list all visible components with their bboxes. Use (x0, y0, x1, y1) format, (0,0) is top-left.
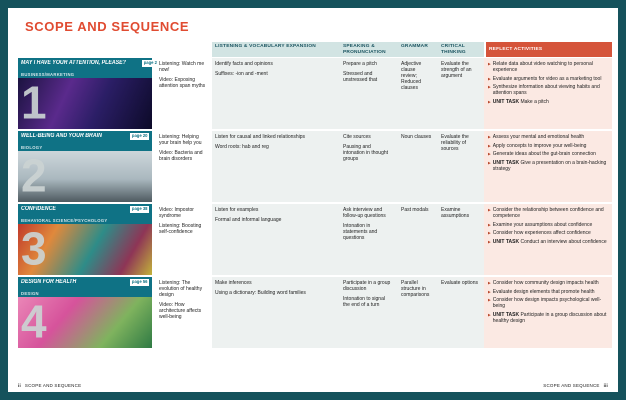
unit-subject: BEHAVIORAL SCIENCE/PSYCHOLOGY (21, 217, 108, 223)
footer-left (18, 383, 81, 388)
speaking-item: Participate in a group discussion (343, 280, 391, 293)
vocabulary-item: Formal and informal language (215, 217, 282, 224)
unit-2-reflect-cell (484, 131, 612, 202)
column-header-reflect-activities: REFLECT ACTIVITIES (484, 42, 612, 57)
column-header-speaking-pronunciation: SPEAKING & PRONUNCIATION (340, 42, 398, 57)
vocabulary-item: Suffixes: -ion and -ment (215, 71, 268, 78)
unit-page-badge: page 2 (143, 60, 158, 66)
footer-right-page-number: iii (603, 383, 608, 388)
listening-item: Video: Impostor syndrome (159, 207, 194, 220)
unit-3-speaking-cell (340, 204, 398, 275)
header-spacer-unit (18, 42, 156, 57)
column-header-listening-vocabulary: LISTENING & VOCABULARY EXPANSION (212, 42, 340, 57)
reflect-item: Examine your assumptions about confidence (492, 221, 593, 228)
bullet-arrow-icon: ▶ (488, 76, 491, 81)
table-header-row (18, 42, 612, 57)
unit-4-critical-thinking-cell (438, 277, 484, 348)
bullet-arrow-icon: ▶ (488, 85, 491, 90)
reflect-item: Evaluate arguments for video as a marketing tool (492, 75, 602, 82)
bullet-arrow-icon: ▶ (488, 135, 491, 139)
unit-2-vocabulary-cell (212, 131, 340, 202)
scope-sequence-table (18, 42, 612, 350)
unit-task-item: UNIT TASK Conduct an interview about confidence (492, 238, 607, 245)
footer-left-page-number: ii (18, 383, 21, 388)
unit-3-photo (18, 224, 152, 275)
reflect-item: Assess your mental and emotional health (492, 134, 585, 140)
reflect-item: Generate ideas about the gut-brain connection (492, 151, 596, 158)
listening-item: Listening: The evolution of healthy design (159, 280, 203, 299)
vocabulary-item: Identify facts and opinions (215, 61, 273, 67)
bullet-arrow-icon: ▶ (488, 239, 491, 244)
speaking-item: Stressed and unstressed that (343, 71, 378, 84)
reflect-item: Relate data about video watching to personal experience (492, 61, 593, 74)
critical-thinking-item: Evaluate the reliability of sources (441, 134, 469, 153)
unit-4-listening-cell (156, 277, 212, 348)
unit-3-grammar-cell (398, 204, 438, 275)
listening-item: Listening: Boosting self-confidence (159, 223, 202, 236)
page-footer (18, 383, 608, 388)
speaking-item: Prepare a pitch (343, 61, 377, 67)
listening-item: Listening: Watch me now! (159, 61, 205, 74)
unit-2-grammar-cell (398, 131, 438, 202)
reflect-item: Consider how community design impacts health (492, 280, 599, 286)
unit-page-badge: page 56 (131, 279, 148, 285)
listening-item: Video: How architecture affects well-being (159, 302, 202, 321)
page-title: SCOPE AND SEQUENCE (25, 19, 190, 34)
unit-number: 2 (21, 151, 45, 201)
unit-row-3 (18, 204, 612, 275)
unit-1-reflect-cell (484, 58, 612, 129)
header-spacer-listening (156, 42, 212, 57)
unit-2-block (18, 131, 156, 202)
unit-task-item: UNIT TASK Participate in a group discussion about healthy design (492, 311, 607, 324)
unit-3-critical-thinking-cell (438, 204, 484, 275)
bullet-arrow-icon: ▶ (488, 152, 491, 157)
speaking-item: Intonation in statements and questions (343, 223, 378, 242)
unit-title: WELL-BEING AND YOUR BRAIN (21, 133, 102, 139)
reflect-item: Consider how experiences affect confidence (492, 230, 591, 237)
bullet-arrow-icon: ▶ (488, 208, 491, 212)
speaking-item: Intonation to signal the end of a turn (343, 296, 385, 309)
critical-thinking-item: Evaluate options (441, 280, 478, 286)
vocabulary-item: Using a dictionary: Building word families (215, 290, 306, 297)
column-header-grammar: GRAMMAR (398, 42, 438, 57)
unit-number: 3 (21, 224, 45, 274)
grammar-item: Noun clauses (401, 134, 432, 140)
grammar-item: Adjective clause review; Reduced clauses (401, 61, 422, 92)
critical-thinking-item: Examine assumptions (441, 207, 470, 220)
listening-item: Video: Bacteria and brain disorders (159, 150, 203, 163)
speaking-item: Ask interview and follow-up questions (343, 207, 386, 220)
bullet-arrow-icon: ▶ (488, 298, 491, 303)
unit-3-title-band (18, 204, 152, 224)
unit-3-listening-cell (156, 204, 212, 275)
bullet-arrow-icon: ▶ (488, 281, 491, 285)
unit-row-2 (18, 131, 612, 202)
bullet-arrow-icon: ▶ (488, 143, 491, 148)
unit-1-listening-cell (156, 58, 212, 129)
unit-1-vocabulary-cell (212, 58, 340, 129)
vocabulary-item: Listen for causal and linked relationships (215, 134, 306, 140)
unit-3-block (18, 204, 156, 275)
unit-title: DESIGN FOR HEALTH (21, 279, 77, 285)
bullet-arrow-icon: ▶ (488, 160, 491, 165)
unit-row-4 (18, 277, 612, 348)
unit-2-listening-cell (156, 131, 212, 202)
unit-1-photo (18, 78, 152, 129)
reflect-item: Evaluate design elements that promote health (492, 288, 595, 295)
unit-page-badge: page 20 (131, 133, 148, 139)
unit-4-block (18, 277, 156, 348)
unit-subject: DESIGN (21, 290, 39, 296)
unit-task-item: UNIT TASK Give a presentation on a brain-hacking strategy (492, 159, 607, 172)
unit-2-speaking-cell (340, 131, 398, 202)
column-header-critical-thinking: CRITICAL THINKING (438, 42, 484, 57)
unit-number: 1 (21, 78, 45, 128)
vocabulary-item: Listen for examples (215, 207, 259, 213)
unit-title: MAY I HAVE YOUR ATTENTION, PLEASE? (21, 60, 126, 66)
unit-2-photo (18, 151, 152, 202)
reflect-item: Synthesize information about viewing habits and attention spans (492, 84, 600, 97)
bullet-arrow-icon: ▶ (488, 312, 491, 317)
bullet-arrow-icon: ▶ (488, 231, 491, 236)
unit-4-grammar-cell (398, 277, 438, 348)
unit-4-speaking-cell (340, 277, 398, 348)
footer-left-label: SCOPE AND SEQUENCE (24, 383, 82, 388)
unit-1-grammar-cell (398, 58, 438, 129)
unit-task-item: UNIT TASK Make a pitch (492, 98, 549, 105)
unit-1-speaking-cell (340, 58, 398, 129)
unit-row-1 (18, 58, 612, 129)
listening-item: Video: Exposing attention span myths (159, 77, 206, 90)
footer-right-label: SCOPE AND SEQUENCE (543, 383, 600, 388)
bullet-arrow-icon: ▶ (488, 222, 491, 227)
reflect-item: Apply concepts to improve your well-being (492, 142, 587, 149)
unit-subject: BUSINESS/MARKETING (21, 71, 75, 77)
footer-right (543, 383, 608, 388)
unit-1-title-band (18, 58, 158, 78)
bullet-arrow-icon: ▶ (488, 289, 491, 294)
unit-1-critical-thinking-cell (438, 58, 484, 129)
unit-4-vocabulary-cell (212, 277, 340, 348)
reflect-item: Consider the relationship between confidence and competence (492, 207, 604, 220)
unit-3-reflect-cell (484, 204, 612, 275)
unit-page-badge: page 38 (131, 206, 148, 212)
unit-subject: BIOLOGY (21, 144, 43, 150)
unit-3-vocabulary-cell (212, 204, 340, 275)
vocabulary-item: Word roots: hab and reg (215, 144, 269, 151)
grammar-item: Past modals (401, 207, 429, 213)
critical-thinking-item: Evaluate the strength of an argument (441, 61, 472, 80)
bullet-arrow-icon: ▶ (488, 62, 491, 66)
speaking-item: Pausing and intonation in thought groups (343, 144, 389, 163)
grammar-item: Parallel structure in comparisons (401, 280, 430, 299)
speaking-item: Cite sources (343, 134, 371, 140)
reflect-item: Consider how design impacts psychological well-being (492, 297, 602, 310)
unit-2-title-band (18, 131, 152, 151)
unit-4-title-band (18, 277, 152, 297)
vocabulary-item: Make inferences (215, 280, 252, 286)
unit-4-photo (18, 297, 152, 348)
unit-title: CONFIDENCE (21, 206, 56, 212)
unit-2-critical-thinking-cell (438, 131, 484, 202)
bullet-arrow-icon: ▶ (488, 99, 491, 104)
listening-item: Listening: Helping your brain help you (159, 134, 202, 147)
unit-4-reflect-cell (484, 277, 612, 348)
unit-number: 4 (21, 297, 45, 347)
unit-1-block (18, 58, 156, 129)
